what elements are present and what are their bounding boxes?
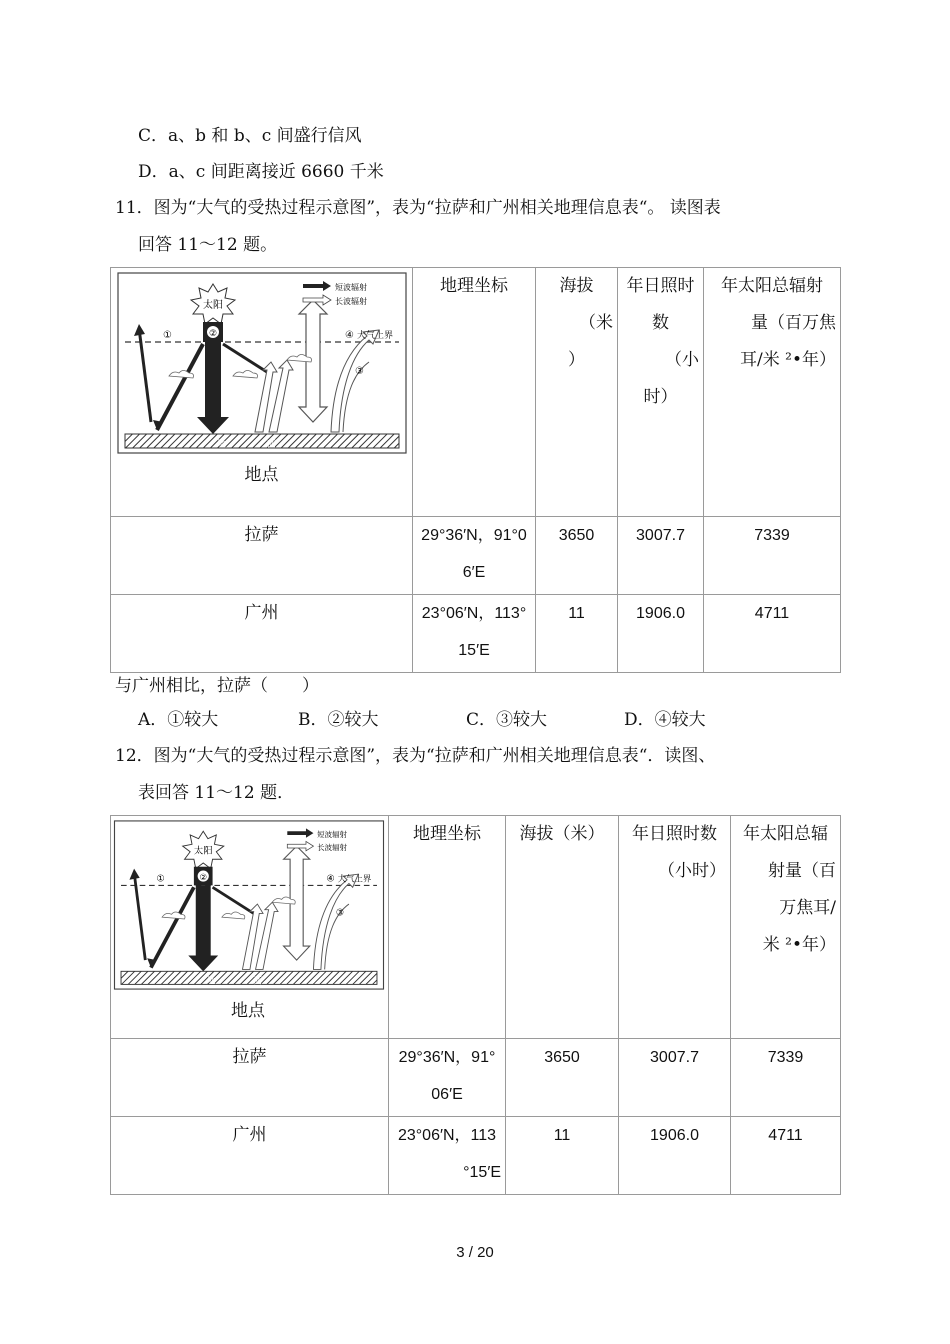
cell-place: 广州 bbox=[111, 595, 413, 673]
header-radiation-line4: 米 ²•年） bbox=[762, 935, 836, 955]
table-row bbox=[111, 1117, 841, 1195]
marker-2: ② bbox=[208, 329, 217, 339]
header-place: 地点 bbox=[231, 1001, 265, 1021]
cell-coord-line2: 6′E bbox=[462, 564, 486, 581]
header-coord bbox=[389, 816, 506, 1039]
q12-prompt-line2: 表回答 11～12 题． bbox=[138, 783, 295, 803]
table-row bbox=[111, 1039, 841, 1117]
atmosphere-top-label: 大气上界 bbox=[356, 331, 393, 341]
table-header-row bbox=[111, 816, 841, 1039]
cell-coord bbox=[389, 1039, 506, 1117]
cell-coord-line1: 23°06′N，113 bbox=[397, 1127, 497, 1144]
cell-coord bbox=[413, 595, 536, 673]
cloud-icon bbox=[233, 371, 258, 379]
cell-sunshine: 1906.0 bbox=[619, 1117, 731, 1195]
atmosphere-top-label: 大气上界 bbox=[337, 873, 372, 884]
info-table-2 bbox=[110, 815, 841, 1195]
header-place-cell bbox=[111, 268, 413, 517]
legend-short-wave: 短波辐射 bbox=[334, 283, 367, 292]
cell-coord bbox=[413, 517, 536, 595]
page-number: 3 / 20 bbox=[456, 1244, 494, 1261]
cell-sunshine: 1906.0 bbox=[618, 595, 704, 673]
marker-3: ③ bbox=[354, 366, 364, 377]
legend-short-wave: 短波辐射 bbox=[317, 829, 348, 839]
header-place: 地点 bbox=[244, 465, 279, 485]
cell-radiation: 4711 bbox=[704, 595, 841, 673]
option-c-text: C．a、b 和 b、c 间盛行信风 bbox=[138, 126, 362, 146]
header-radiation-line2: 射量（百 bbox=[768, 861, 836, 881]
header-sunshine bbox=[618, 268, 704, 517]
header-sunshine-line1: 年日照时数 bbox=[632, 824, 717, 844]
header-sunshine-line2: （小时） bbox=[658, 861, 726, 881]
header-radiation-line3: 耳/米 ²•年） bbox=[740, 350, 836, 370]
legend-long-wave: 长波辐射 bbox=[334, 297, 367, 306]
sun-label: 太阳 bbox=[193, 845, 213, 857]
cell-coord-line1: 23°06′N，113° bbox=[421, 605, 527, 622]
q12-prompt-line1: 12．图为“大气的受热过程示意图”，表为“拉萨和广州相关地理信息表“．读图、 bbox=[115, 746, 716, 766]
cell-coord-line2: 06′E bbox=[431, 1086, 463, 1103]
table-header-row bbox=[111, 268, 841, 517]
cell-sunshine: 3007.7 bbox=[619, 1039, 731, 1117]
atmosphere-heating-diagram bbox=[117, 272, 407, 454]
header-coord bbox=[413, 268, 536, 517]
header-coord-text: 地理坐标 bbox=[440, 276, 508, 296]
marker-1: ① bbox=[162, 330, 172, 341]
header-sunshine-line4: 时） bbox=[643, 387, 678, 407]
cell-place: 广州 bbox=[111, 1117, 389, 1195]
short-wave-arrow-icon bbox=[287, 828, 313, 837]
header-altitude-text: 海拔（米） bbox=[519, 824, 605, 844]
marker-3: ③ bbox=[335, 907, 345, 919]
marker-2: ② bbox=[199, 871, 207, 882]
q11-prompt-line1: 11．图为“大气的受热过程示意图”，表为“拉萨和广州相关地理信息表“。 读图表 bbox=[115, 198, 721, 218]
option-d-text: D．a、c 间距离接近 6660 千米 bbox=[138, 162, 384, 182]
header-altitude-line1: 海拔 bbox=[559, 276, 594, 296]
cell-coord-line1: 29°36′N，91° bbox=[398, 1049, 496, 1066]
cell-place: 拉萨 bbox=[111, 1039, 389, 1117]
cell-altitude: 11 bbox=[506, 1117, 619, 1195]
header-altitude-line2: （米 bbox=[579, 313, 613, 333]
table-row bbox=[111, 517, 841, 595]
cell-coord-line2: °15′E bbox=[463, 1164, 501, 1181]
table-row bbox=[111, 595, 841, 673]
marker-4: ④ bbox=[326, 873, 335, 885]
q11-option-a: A．①较大 bbox=[138, 710, 219, 730]
q11-stem: 与广州相比，拉萨（ ） bbox=[115, 676, 319, 696]
header-radiation bbox=[704, 268, 841, 517]
cell-radiation: 7339 bbox=[704, 517, 841, 595]
cell-altitude: 3650 bbox=[506, 1039, 619, 1117]
ground-label-right: 面 bbox=[266, 440, 276, 450]
legend-long-wave: 长波辐射 bbox=[317, 842, 348, 852]
header-sunshine-line1: 年日照时 bbox=[626, 276, 695, 296]
cell-coord-line2: 15′E bbox=[458, 642, 490, 659]
header-radiation bbox=[731, 816, 841, 1039]
cell-place: 拉萨 bbox=[111, 517, 413, 595]
cell-radiation: 7339 bbox=[731, 1039, 841, 1117]
short-wave-arrow-icon bbox=[303, 281, 331, 291]
header-radiation-line1: 年太阳总辐 bbox=[743, 824, 828, 844]
q11-option-c: C．③较大 bbox=[466, 710, 548, 730]
header-sunshine-line3: （小 bbox=[665, 350, 699, 370]
header-radiation-line2: 量（百万焦 bbox=[751, 313, 836, 333]
q11-option-d: D．④较大 bbox=[624, 710, 706, 730]
cell-coord bbox=[389, 1117, 506, 1195]
header-altitude bbox=[536, 268, 618, 517]
header-sunshine bbox=[619, 816, 731, 1039]
atmosphere-heating-diagram bbox=[113, 820, 385, 990]
ground-label-left: 地 bbox=[216, 440, 226, 450]
cell-sunshine: 3007.7 bbox=[618, 517, 704, 595]
cell-altitude: 3650 bbox=[536, 517, 618, 595]
cell-radiation: 4711 bbox=[731, 1117, 841, 1195]
marker-1: ① bbox=[156, 873, 165, 885]
ground-label-right: 面 bbox=[253, 975, 263, 986]
cell-coord-line1: 29°36′N，91°0 bbox=[421, 527, 527, 544]
sun-label: 太阳 bbox=[202, 300, 223, 311]
header-radiation-line1: 年太阳总辐射 bbox=[721, 276, 823, 296]
info-table-1 bbox=[110, 267, 841, 673]
marker-4: ④ bbox=[344, 330, 354, 341]
q11-prompt-line2: 回答 11～12 题。 bbox=[138, 235, 278, 255]
header-sunshine-line2: 数 bbox=[652, 313, 669, 333]
header-radiation-line3: 万焦耳/ bbox=[779, 898, 836, 918]
header-place-cell bbox=[111, 816, 389, 1039]
cloud-icon bbox=[222, 912, 245, 919]
header-altitude-line3: ） bbox=[568, 350, 585, 370]
header-altitude bbox=[506, 816, 619, 1039]
q11-option-b: B．②较大 bbox=[298, 710, 379, 730]
ground-label-left: 地 bbox=[206, 975, 216, 986]
header-coord-text: 地理坐标 bbox=[413, 824, 481, 844]
cell-altitude: 11 bbox=[536, 595, 618, 673]
